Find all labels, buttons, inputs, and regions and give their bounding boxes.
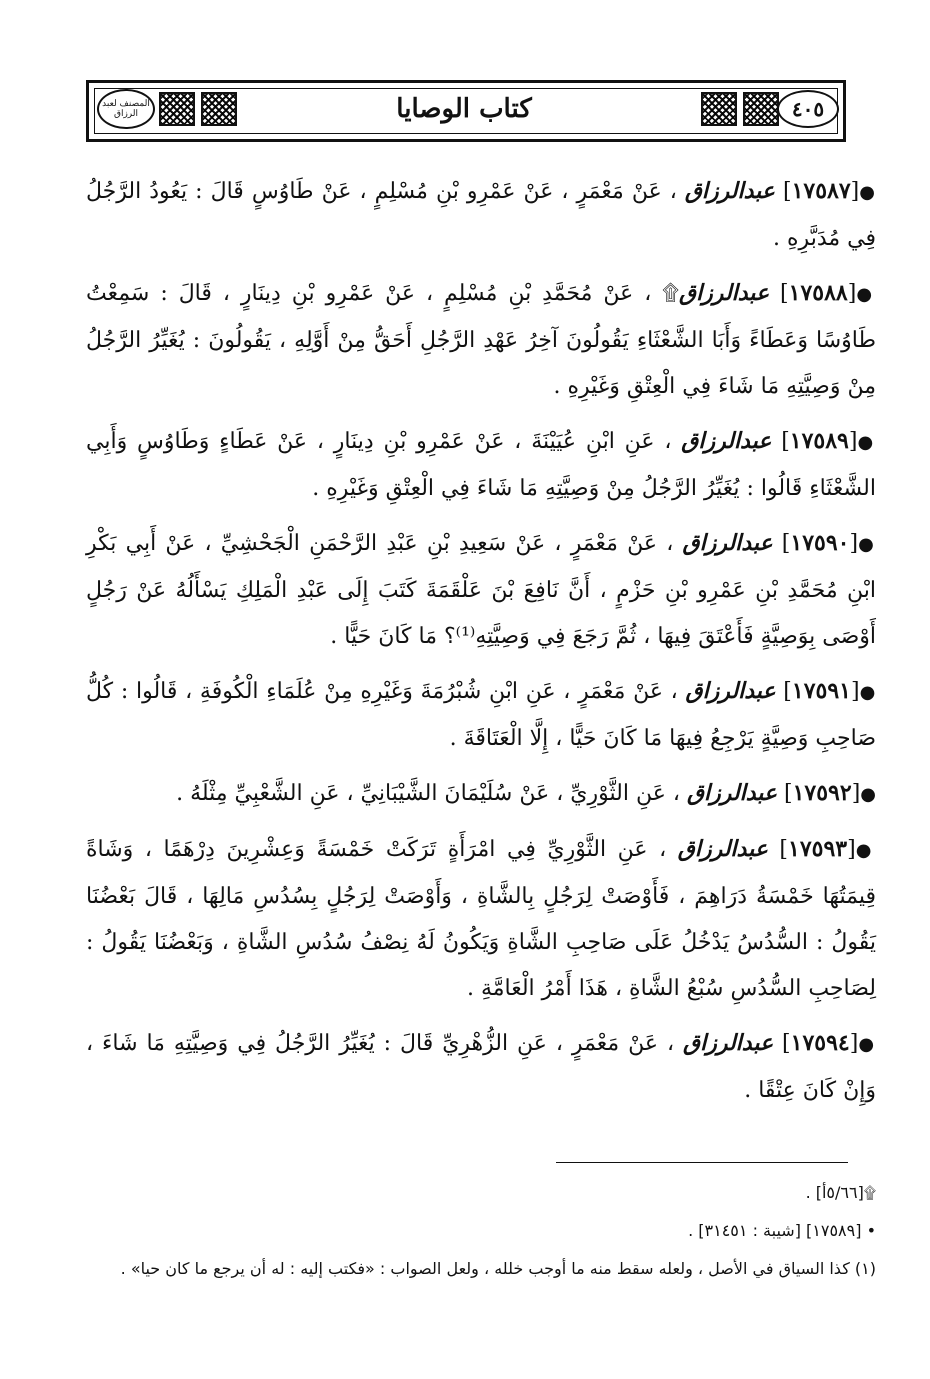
page-number-text: ٤٠٥ — [791, 97, 825, 121]
hadith-entry: ●[١٧٥٩١] عبدالرزاق ، عَنْ مَعْمَرٍ ، عَنِ ابْنِ شُبْرُمَةَ وَغَيْرِهِ مِنْ عُلَمَاءِ الْكُوفَةِ ، قَالُوا : كُلُّ صَاحِبِ وَصِيَّةٍ يَرْجِعُ فِيهَا مَا كَانَ حَيًّا ، إِلَّا الْعَتَاقَةَ . — [86, 678, 876, 751]
bullet-icon: ● — [859, 182, 876, 203]
footnote-divider — [556, 1162, 848, 1163]
author-name: عبدالرزاق — [682, 530, 773, 556]
book-seal-icon — [97, 89, 155, 129]
hadith-text: ، عَنْ مَعْمَرٍ ، عَنِ الزُّهْرِيِّ قَالَ : يُغَيِّرُ الرَّجُلُ فِي وَصِيَّتِهِ مَا شَاءَ ، وَإِنْ كَانَ عِتْقًا . — [86, 1031, 876, 1103]
ornament-icon — [701, 92, 737, 126]
hadith-entry: ●[١٧٥٩٠] عبدالرزاق ، عَنْ مَعْمَرٍ ، عَنْ سَعِيدِ بْنِ عَبْدِ الرَّحْمَنِ الْجَحْشِيِّ ، عَنْ أَبِي بَكْرِ ابْنِ مُحَمَّدِ بْنِ عَمْرِو بْنِ حَزْمٍ ، أَنَّ نَافِعَ بْنَ عَلْقَمَةَ كَتَبَ إِلَى عَبْدِ الْمَلِكِ يَسْأَلُهُ عَنْ رَجُلٍ أَوْصَى بِوَصِيَّةٍ فَأَعْتَقَ فِيهَا ، ثُمَّ رَجَعَ فِي وَصِيَّتِهِ⁽¹⁾؟ مَا كَانَ حَيًّا . — [86, 530, 876, 649]
book-title: كتاب الوصايا — [396, 94, 532, 124]
bullet-icon: ● — [859, 682, 876, 703]
hadith-number: ١٧٥٩٢ — [792, 780, 852, 806]
manuscript-mark-icon: ۩ — [662, 281, 679, 306]
page-header — [86, 80, 846, 142]
hadith-number: ١٧٥٨٨ — [788, 280, 848, 306]
hadith-entry: ●[١٧٥٩٣] عبدالرزاق ، عَنِ الثَّوْرِيِّ فِي امْرَأَةٍ تَرَكَتْ خَمْسَةً وَعِشْرِينَ دِرْهَمًا ، وَشَاةً قِيمَتُهَا خَمْسَةُ دَرَاهِمَ ، فَأَوْصَتْ لِرَجُلٍ بِالشَّاةِ ، وَأَوْصَتْ لِرَجُلٍ بِسُدُسِ مَالِهَا ، قَالَ بَعْضُنَا يَقُولُ : السُّدُسُ يَدْخُلُ عَلَى صَاحِبِ الشَّاةِ وَيَكُونُ لَهُ نِصْفُ سُدُسِ الشَّاةِ ، وَبَعْضُنَا يَقُولُ : لِصَاحِبِ السُّدُسِ سُبْعُ الشَّاةِ ، هَذَا أَمْرُ الْعَامَّةِ . — [86, 836, 876, 1001]
bullet-icon: ● — [860, 784, 876, 805]
hadith-entry: ●[١٧٥٩٤] عبدالرزاق ، عَنْ مَعْمَرٍ ، عَنِ الزُّهْرِيِّ قَالَ : يُغَيِّرُ الرَّجُلُ فِي وَصِيَّتِهِ مَا شَاءَ ، وَإِنْ كَانَ عِتْقًا . — [86, 1030, 876, 1103]
hadith-entry: ●[١٧٥٨٧] عبدالرزاق ، عَنْ مَعْمَرٍ ، عَنْ عَمْرِو بْنِ مُسْلِمٍ ، عَنْ طَاوُسٍ قَالَ : يَعُودُ الرَّجُلُ فِي مُدَبَّرِهِ . — [86, 178, 876, 251]
hadith-text: ، عَنِ الثَّوْرِيِّ ، عَنْ سُلَيْمَانَ الشَّيْبَانِيِّ ، عَنِ الشَّعْبِيِّ مِثْلَهُ . — [176, 781, 680, 806]
author-name: عبدالرزاق — [686, 780, 778, 806]
ornament-icon — [201, 92, 237, 126]
hadith-text: ، عَنْ مُحَمَّدِ بْنِ مُسْلِمٍ ، عَنْ عَمْرِو بْنِ دِينَارٍ ، قَالَ : سَمِعْتُ طَاوُسًا وَعَطَاءً وَأَبَا الشَّعْثَاءِ يَقُولُونَ آخِرُ عَهْدِ الرَّجُلِ أَحَقُّ مِنْ أَوَّلِهِ ، يَقُولُونَ : يُغَيِّرُ الرَّجُلُ مِنْ وَصِيَّتِهِ مَا شَاءَ فِي الْعِتْقِ وَغَيْرِهِ . — [86, 281, 876, 399]
bullet-icon: ● — [858, 1034, 876, 1055]
hadith-number: ١٧٥٩٠ — [790, 530, 850, 556]
bullet-icon: ● — [855, 840, 876, 861]
bullet-icon: ● — [856, 284, 876, 305]
hadith-number: ١٧٥٨٩ — [789, 428, 849, 454]
ornament-icon — [159, 92, 195, 126]
author-name: عبدالرزاق — [684, 178, 775, 204]
hadith-number: ١٧٥٩١ — [791, 678, 851, 704]
footnote: • [١٧٥٨٩] [شيبة : ٣١٤٥١] . — [688, 1221, 876, 1240]
hadith-number: ١٧٥٩٣ — [788, 836, 848, 862]
hadith-number: ١٧٥٩٤ — [790, 1030, 850, 1056]
hadith-entry: ●[١٧٥٨٩] عبدالرزاق ، عَنِ ابْنِ عُيَيْنَةَ ، عَنْ عَمْرِو بْنِ دِينَارٍ ، عَنْ عَطَاءٍ وَطَاوُسٍ وَأَبِي الشَّعْثَاءِ قَالُوا : يُغَيِّرُ الرَّجُلُ مِنْ وَصِيَّتِهِ مَا شَاءَ فِي الْعِتْقِ وَغَيْرِهِ . — [86, 428, 876, 501]
footnotes — [86, 1176, 876, 1290]
main-text — [86, 168, 876, 1122]
footnote: ۩[٥/٦٦أ] . — [805, 1183, 876, 1202]
author-name: عبدالرزاق — [683, 1030, 774, 1056]
page-number — [777, 90, 839, 128]
hadith-text: ، عَنِ ابْنِ عُيَيْنَةَ ، عَنْ عَمْرِو بْنِ دِينَارٍ ، عَنْ عَطَاءٍ وَطَاوُسٍ وَأَبِي الشَّعْثَاءِ قَالُوا : يُغَيِّرُ الرَّجُلُ مِنْ وَصِيَّتِهِ مَا شَاءَ فِي الْعِتْقِ وَغَيْرِهِ . — [86, 429, 876, 501]
author-name: عبدالرزاق — [679, 280, 770, 306]
footnote: (١) كذا السياق في الأصل ، ولعله سقط منه ما أوجب خلله ، ولعل الصواب : «فكتب إليه : له أن يرجع ما كان حيا» . — [120, 1259, 876, 1278]
hadith-number: ١٧٥٨٧ — [791, 178, 851, 204]
seal-text: المصنف لعبد الرزاق — [102, 99, 150, 119]
hadith-text: ، عَنْ مَعْمَرٍ ، عَنِ ابْنِ شُبْرُمَةَ وَغَيْرِهِ مِنْ عُلَمَاءِ الْكُوفَةِ ، قَالُوا : كُلُّ صَاحِبِ وَصِيَّةٍ يَرْجِعُ فِيهَا مَا كَانَ حَيًّا ، إِلَّا الْعَتَاقَةَ . — [86, 679, 876, 751]
hadith-text: ، عَنْ مَعْمَرٍ ، عَنْ عَمْرِو بْنِ مُسْلِمٍ ، عَنْ طَاوُسٍ قَالَ : يَعُودُ الرَّجُلُ فِي مُدَبَّرِهِ . — [86, 179, 876, 251]
bullet-icon: ● — [858, 534, 876, 555]
hadith-text: ، عَنِ الثَّوْرِيِّ فِي امْرَأَةٍ تَرَكَتْ خَمْسَةً وَعِشْرِينَ دِرْهَمًا ، وَشَاةً قِيمَتُهَا خَمْسَةُ دَرَاهِمَ ، فَأَوْصَتْ لِرَجُلٍ بِالشَّاةِ ، وَأَوْصَتْ لِرَجُلٍ بِسُدُسِ مَالِهَا ، قَالَ بَعْضُنَا يَقُولُ : السُّدُسُ يَدْخُلُ عَلَى صَاحِبِ الشَّاةِ وَيَكُونُ لَهُ نِصْفُ سُدُسِ الشَّاةِ ، وَبَعْضُنَا يَقُولُ : لِصَاحِبِ السُّدُسِ سُبْعُ الشَّاةِ ، هَذَا أَمْرُ الْعَامَّةِ . — [86, 837, 876, 1001]
author-name: عبدالرزاق — [677, 836, 768, 862]
author-name: عبدالرزاق — [681, 428, 772, 454]
ornament-icon — [743, 92, 779, 126]
hadith-entry: ●[١٧٥٩٢] عبدالرزاق ، عَنِ الثَّوْرِيِّ ، عَنْ سُلَيْمَانَ الشَّيْبَانِيِّ ، عَنِ الشَّعْبِيِّ مِثْلَهُ . — [176, 780, 876, 806]
author-name: عبدالرزاق — [685, 678, 776, 704]
bullet-icon: ● — [857, 432, 876, 453]
hadith-entry: ●[١٧٥٨٨] عبدالرزاق۩ ، عَنْ مُحَمَّدِ بْنِ مُسْلِمٍ ، عَنْ عَمْرِو بْنِ دِينَارٍ ، قَالَ : سَمِعْتُ طَاوُسًا وَعَطَاءً وَأَبَا الشَّعْثَاءِ يَقُولُونَ آخِرُ عَهْدِ الرَّجُلِ أَحَقُّ مِنْ أَوَّلِهِ ، يَقُولُونَ : يُغَيِّرُ الرَّجُلُ مِنْ وَصِيَّتِهِ مَا شَاءَ فِي الْعِتْقِ وَغَيْرِهِ . — [86, 280, 876, 399]
hadith-text: ، عَنْ مَعْمَرٍ ، عَنْ سَعِيدِ بْنِ عَبْدِ الرَّحْمَنِ الْجَحْشِيِّ ، عَنْ أَبِي بَكْرِ ابْنِ مُحَمَّدِ بْنِ عَمْرِو بْنِ حَزْمٍ ، أَنَّ نَافِعَ بْنَ عَلْقَمَةَ كَتَبَ إِلَى عَبْدِ الْمَلِكِ يَسْأَلُهُ عَنْ رَجُلٍ أَوْصَى بِوَصِيَّةٍ فَأَعْتَقَ فِيهَا ، ثُمَّ رَجَعَ فِي وَصِيَّتِهِ⁽¹⁾؟ مَا كَانَ حَيًّا . — [86, 531, 876, 649]
